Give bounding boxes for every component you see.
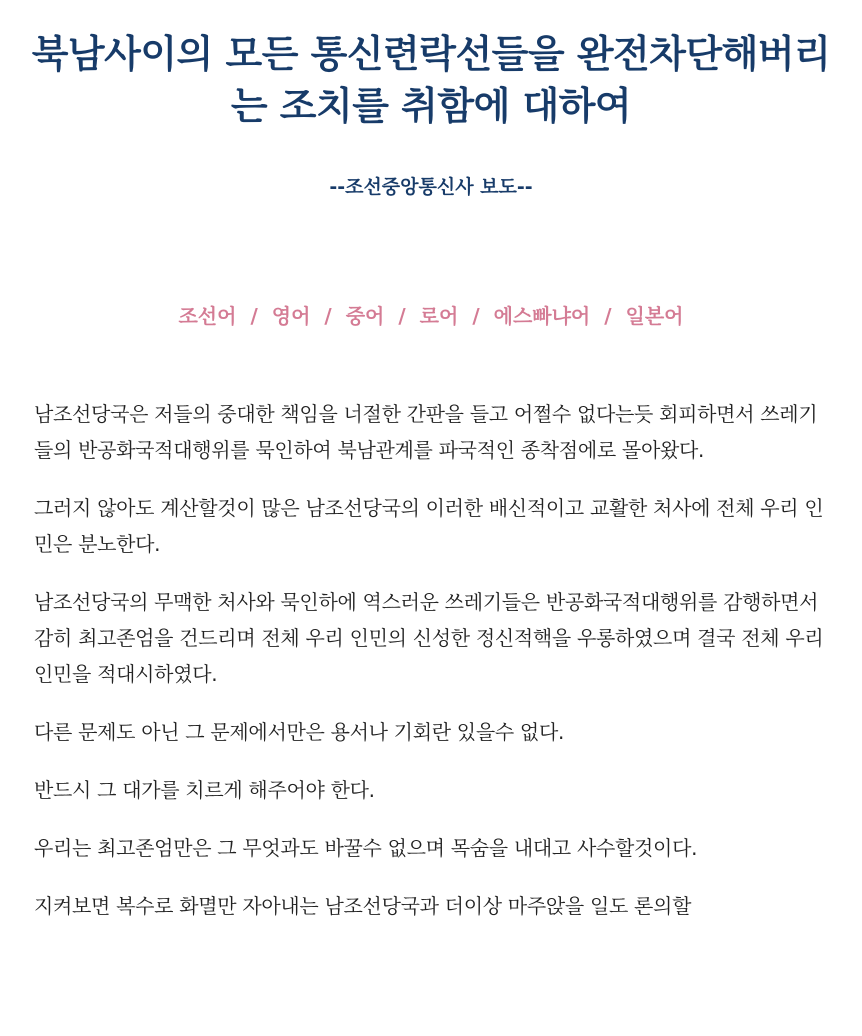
article-paragraph: 지켜보면 복수로 화멸만 자아내는 남조선당국과 더이상 마주앉을 일도 론의할 xyxy=(34,894,692,918)
article-body xyxy=(34,396,834,976)
language-link-japanese[interactable]: 일본어 xyxy=(625,304,684,328)
language-separator: / xyxy=(604,304,612,328)
language-link-spanish[interactable]: 에스빠냐어 xyxy=(493,304,591,328)
language-link-korean[interactable]: 조선어 xyxy=(178,304,237,328)
language-separator: / xyxy=(250,304,258,328)
article-paragraph: 우리는 최고존엄만은 그 무엇과도 바꿀수 없으며 목숨을 내대고 사수할것이다. xyxy=(34,836,698,860)
language-link-russian[interactable]: 로어 xyxy=(419,304,459,328)
language-separator: / xyxy=(472,304,480,328)
article-paragraph: 다른 문제도 아닌 그 문제에서만은 용서나 기회란 있을수 없다. xyxy=(34,720,565,744)
article-paragraph: 남조선당국의 무맥한 처사와 묵인하에 역스러운 쓰레기들은 반공화국적대행위를 감행하면서 감히 최고존엄을 건드리며 전체 우리 인민의 신성한 정신적핵을 우롱하였으며 결국 전체 우리 인민을 적대시하였다. xyxy=(34,590,824,686)
article-title: 북남사이의 모든 통신련락선들을 완전차단해버리는 조치를 취함에 대하여 xyxy=(31,32,831,128)
article-byline: --조선중앙통신사 보도-- xyxy=(329,176,533,198)
language-link-english[interactable]: 영어 xyxy=(271,304,311,328)
language-separator: / xyxy=(324,304,332,328)
article-paragraph: 남조선당국은 저들의 중대한 책임을 너절한 간판을 들고 어쩔수 없다는듯 회피하면서 쓰레기들의 반공화국적대행위를 묵인하여 북남관계를 파국적인 종착점에로 몰아왔다. xyxy=(34,402,818,462)
article-paragraph: 그러지 않아도 계산할것이 많은 남조선당국의 이러한 배신적이고 교활한 처사에 전체 우리 인민은 분노한다. xyxy=(34,496,824,556)
language-selector xyxy=(0,300,862,329)
language-link-chinese[interactable]: 중어 xyxy=(345,304,385,328)
article-paragraph: 반드시 그 대가를 치르게 해주어야 한다. xyxy=(34,778,375,802)
language-separator: / xyxy=(398,304,406,328)
